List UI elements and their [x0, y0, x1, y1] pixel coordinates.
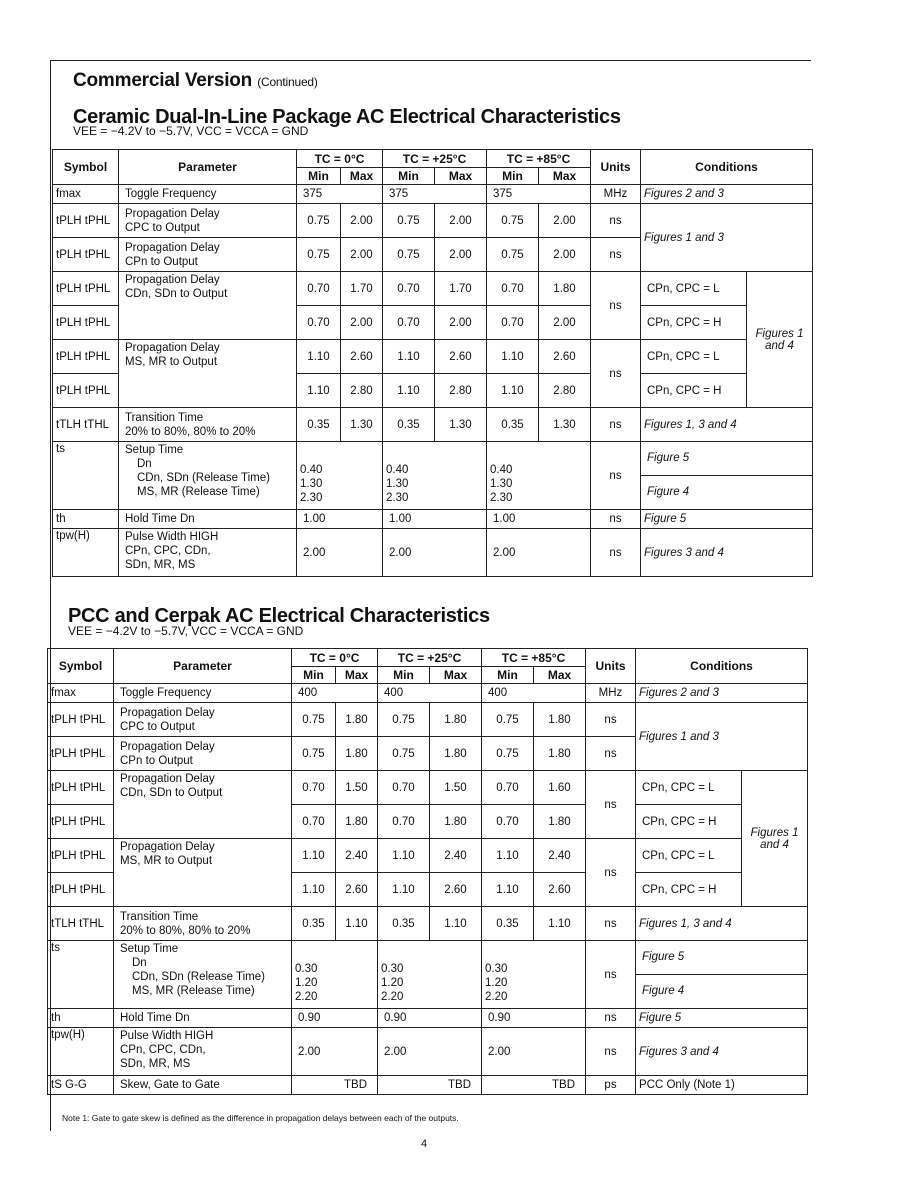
- value-cell: 0.70: [378, 771, 430, 805]
- value-cell: 2.40: [336, 839, 378, 873]
- table2: [47, 648, 808, 1095]
- parameter-cell: Pulse Width HIGH CPn, CPC, CDn, SDn, MR, MS: [114, 1028, 292, 1076]
- value-cell: 1.10: [482, 839, 534, 873]
- header-tc0: TC = 0°C: [292, 649, 378, 667]
- value-cell: 0.70: [378, 805, 430, 839]
- value-cell: 2.60: [430, 873, 482, 907]
- value-cell: 0.70: [292, 805, 336, 839]
- value-cell: 0.35: [383, 408, 435, 442]
- value-cell: 1.00: [383, 510, 487, 529]
- conditions-cell: CPn, CPC = L: [636, 771, 742, 805]
- value-cell: 1.10: [482, 873, 534, 907]
- symbol-cell: tPLH tPHL: [53, 238, 119, 272]
- conditions-cell: Figures 1, 3 and 4: [636, 907, 808, 941]
- value-cell: 0.70: [383, 306, 435, 340]
- units-cell: ns: [586, 1028, 636, 1076]
- symbol-cell: tPLH tPHL: [53, 306, 119, 340]
- value-cell: 1.10: [534, 907, 586, 941]
- value-cell: 0.40 1.30 2.30: [487, 442, 591, 510]
- conditions-cell: Figures 1 and 3: [641, 204, 813, 272]
- table-row: [53, 204, 813, 238]
- value-cell: 1.80: [430, 703, 482, 737]
- value-cell: 0.35: [378, 907, 430, 941]
- table1-conditions: VEE = −4.2V to −5.7V, VCC = VCCA = GND: [73, 124, 309, 138]
- value-cell: 1.10: [383, 340, 435, 374]
- parameter-cell: Skew, Gate to Gate: [114, 1076, 292, 1095]
- value-cell: 1.10: [383, 374, 435, 408]
- table-row: [48, 1028, 808, 1076]
- value-cell: 1.80: [534, 737, 586, 771]
- parameter-cell: Setup Time Dn CDn, SDn (Release Time) MS, MR (Release Time): [114, 941, 292, 1009]
- conditions-cell: Figure 5 Figure 4: [636, 941, 808, 1009]
- value-cell: 2.00: [297, 529, 383, 577]
- value-cell: 2.00: [435, 238, 487, 272]
- units-cell: MHz: [591, 185, 641, 204]
- conditions-cell: CPn, CPC = H: [641, 306, 747, 340]
- value-cell: 2.00: [539, 238, 591, 272]
- value-cell: 0.35: [482, 907, 534, 941]
- header-parameter: Parameter: [119, 150, 297, 185]
- value-cell: 2.80: [341, 374, 383, 408]
- value-cell: 1.10: [487, 340, 539, 374]
- table-row: [48, 771, 808, 805]
- value-cell: 1.30: [435, 408, 487, 442]
- value-cell: 1.10: [297, 374, 341, 408]
- value-cell: 1.50: [336, 771, 378, 805]
- conditions-cell: Figures 2 and 3: [641, 185, 813, 204]
- value-cell: 2.60: [341, 340, 383, 374]
- value-cell: 1.10: [292, 839, 336, 873]
- value-cell: 0.75: [297, 238, 341, 272]
- value-cell: 0.30 1.20 2.20: [378, 941, 482, 1009]
- units-cell: ns: [591, 510, 641, 529]
- symbol-cell: tPLH tPHL: [48, 839, 114, 873]
- header-parameter: Parameter: [114, 649, 292, 684]
- value-cell: 0.70: [482, 771, 534, 805]
- table1: [52, 149, 813, 577]
- value-cell: 0.40 1.30 2.30: [297, 442, 383, 510]
- units-cell: ns: [586, 703, 636, 737]
- symbol-cell: th: [53, 510, 119, 529]
- header-min: Min: [297, 168, 341, 185]
- parameter-cell: Toggle Frequency: [114, 684, 292, 703]
- parameter-cell: Hold Time Dn: [114, 1009, 292, 1028]
- value-cell: 1.80: [336, 703, 378, 737]
- units-cell: ns: [586, 941, 636, 1009]
- value-cell: 0.30 1.20 2.20: [292, 941, 378, 1009]
- conditions-cell: CPn, CPC = L: [636, 839, 742, 873]
- parameter-cell: Hold Time Dn: [119, 510, 297, 529]
- parameter-cell: Propagation Delay CDn, SDn to Output: [119, 272, 297, 340]
- symbol-cell: fmax: [48, 684, 114, 703]
- conditions-cell: Figures 1 and 4: [747, 272, 813, 408]
- value-cell: 2.60: [435, 340, 487, 374]
- table-row: [48, 941, 808, 1009]
- value-cell: 375: [383, 185, 487, 204]
- value-cell: 2.00: [341, 204, 383, 238]
- header-max: Max: [430, 667, 482, 684]
- units-cell: ns: [591, 340, 641, 408]
- value-cell: 2.00: [435, 204, 487, 238]
- header-min: Min: [378, 667, 430, 684]
- value-cell: 0.75: [292, 703, 336, 737]
- value-cell: 1.80: [539, 272, 591, 306]
- header-max: Max: [435, 168, 487, 185]
- value-cell: TBD: [482, 1076, 586, 1095]
- value-cell: 2.80: [539, 374, 591, 408]
- conditions-cell: Figures 2 and 3: [636, 684, 808, 703]
- table1-title: Ceramic Dual-In-Line Package AC Electrical Characteristics: [73, 106, 621, 128]
- value-cell: 1.70: [435, 272, 487, 306]
- symbol-cell: tS G-G: [48, 1076, 114, 1095]
- value-cell: 0.90: [482, 1009, 586, 1028]
- symbol-cell: tPLH tPHL: [48, 873, 114, 907]
- parameter-cell: Toggle Frequency: [119, 185, 297, 204]
- value-cell: 0.75: [297, 204, 341, 238]
- header-conditions: Conditions: [641, 150, 813, 185]
- units-cell: ns: [591, 442, 641, 510]
- value-cell: 0.70: [487, 272, 539, 306]
- value-cell: 1.10: [378, 873, 430, 907]
- symbol-cell: tpw(H): [48, 1028, 114, 1076]
- conditions-cell: Figures 3 and 4: [636, 1028, 808, 1076]
- header-max: Max: [539, 168, 591, 185]
- value-cell: 1.10: [336, 907, 378, 941]
- symbol-cell: tPLH tPHL: [53, 340, 119, 374]
- header-tc25: TC = +25°C: [378, 649, 482, 667]
- value-cell: 1.60: [534, 771, 586, 805]
- value-cell: 0.70: [383, 272, 435, 306]
- value-cell: 2.80: [435, 374, 487, 408]
- conditions-cell: Figure 5: [641, 510, 813, 529]
- symbol-cell: ts: [48, 941, 114, 1009]
- value-cell: 2.00: [378, 1028, 482, 1076]
- units-cell: ps: [586, 1076, 636, 1095]
- conditions-cell: Figures 1, 3 and 4: [641, 408, 813, 442]
- value-cell: 1.70: [341, 272, 383, 306]
- table-row: [48, 907, 808, 941]
- value-cell: 2.40: [534, 839, 586, 873]
- value-cell: 1.00: [487, 510, 591, 529]
- value-cell: 0.75: [487, 204, 539, 238]
- symbol-cell: th: [48, 1009, 114, 1028]
- parameter-cell: Propagation Delay CPn to Output: [119, 238, 297, 272]
- value-cell: 2.40: [430, 839, 482, 873]
- value-cell: 0.75: [383, 238, 435, 272]
- symbol-cell: tPLH tPHL: [53, 204, 119, 238]
- value-cell: 1.50: [430, 771, 482, 805]
- symbol-cell: tpw(H): [53, 529, 119, 577]
- parameter-cell: Propagation Delay CDn, SDn to Output: [114, 771, 292, 839]
- units-cell: ns: [591, 272, 641, 340]
- value-cell: 1.80: [534, 703, 586, 737]
- value-cell: 0.75: [487, 238, 539, 272]
- header-tc25: TC = +25°C: [383, 150, 487, 168]
- section-heading: Commercial Version (Continued): [73, 70, 318, 91]
- value-cell: 0.90: [378, 1009, 482, 1028]
- conditions-cell: Figures 1 and 4: [742, 771, 808, 907]
- value-cell: 2.00: [539, 306, 591, 340]
- value-cell: 0.35: [487, 408, 539, 442]
- value-cell: 2.00: [383, 529, 487, 577]
- header-symbol: Symbol: [53, 150, 119, 185]
- conditions-cell: CPn, CPC = L: [641, 272, 747, 306]
- conditions-cell: CPn, CPC = L: [641, 340, 747, 374]
- header-min: Min: [383, 168, 435, 185]
- value-cell: 0.40 1.30 2.30: [383, 442, 487, 510]
- value-cell: 1.00: [297, 510, 383, 529]
- value-cell: 1.10: [292, 873, 336, 907]
- conditions-cell: CPn, CPC = H: [641, 374, 747, 408]
- value-cell: 0.70: [292, 771, 336, 805]
- units-cell: ns: [586, 907, 636, 941]
- table-row: [48, 1076, 808, 1095]
- value-cell: 1.80: [430, 805, 482, 839]
- header-symbol: Symbol: [48, 649, 114, 684]
- parameter-cell: Propagation Delay CPC to Output: [114, 703, 292, 737]
- value-cell: 1.80: [336, 805, 378, 839]
- parameter-cell: Setup Time Dn CDn, SDn (Release Time) MS, MR (Release Time): [119, 442, 297, 510]
- value-cell: 1.10: [378, 839, 430, 873]
- value-cell: 0.35: [297, 408, 341, 442]
- conditions-cell: Figures 1 and 3: [636, 703, 808, 771]
- symbol-cell: tPLH tPHL: [53, 374, 119, 408]
- page-number: 4: [421, 1138, 428, 1150]
- value-cell: 0.75: [482, 737, 534, 771]
- value-cell: 1.80: [430, 737, 482, 771]
- value-cell: 0.75: [378, 703, 430, 737]
- value-cell: 375: [487, 185, 591, 204]
- table-row: [48, 703, 808, 737]
- table-row: [48, 1009, 808, 1028]
- symbol-cell: tTLH tTHL: [48, 907, 114, 941]
- table-row: [48, 839, 808, 873]
- value-cell: 1.10: [430, 907, 482, 941]
- conditions-cell: CPn, CPC = H: [636, 805, 742, 839]
- units-cell: MHz: [586, 684, 636, 703]
- value-cell: 0.35: [292, 907, 336, 941]
- value-cell: 1.30: [341, 408, 383, 442]
- table-row: [53, 185, 813, 204]
- value-cell: TBD: [378, 1076, 482, 1095]
- header-max: Max: [336, 667, 378, 684]
- header-units: Units: [586, 649, 636, 684]
- conditions-cell: Figure 5 Figure 4: [641, 442, 813, 510]
- value-cell: 2.60: [539, 340, 591, 374]
- symbol-cell: tPLH tPHL: [48, 805, 114, 839]
- value-cell: 0.75: [292, 737, 336, 771]
- value-cell: 2.00: [435, 306, 487, 340]
- units-cell: ns: [591, 529, 641, 577]
- header-tc85: TC = +85°C: [482, 649, 586, 667]
- header-min: Min: [482, 667, 534, 684]
- value-cell: 1.10: [297, 340, 341, 374]
- value-cell: 2.00: [539, 204, 591, 238]
- table-row: [53, 529, 813, 577]
- header-tc85: TC = +85°C: [487, 150, 591, 168]
- value-cell: 2.60: [534, 873, 586, 907]
- value-cell: 2.00: [482, 1028, 586, 1076]
- value-cell: 0.75: [482, 703, 534, 737]
- value-cell: 0.75: [383, 204, 435, 238]
- units-cell: ns: [586, 771, 636, 839]
- header-max: Max: [534, 667, 586, 684]
- table-row: [53, 272, 813, 306]
- table-row: [53, 510, 813, 529]
- parameter-cell: Pulse Width HIGH CPn, CPC, CDn, SDn, MR, MS: [119, 529, 297, 577]
- value-cell: 2.00: [487, 529, 591, 577]
- parameter-cell: Transition Time 20% to 80%, 80% to 20%: [119, 408, 297, 442]
- value-cell: 400: [482, 684, 586, 703]
- value-cell: 0.75: [378, 737, 430, 771]
- parameter-cell: Propagation Delay MS, MR to Output: [119, 340, 297, 408]
- header-conditions: Conditions: [636, 649, 808, 684]
- conditions-cell: Figures 3 and 4: [641, 529, 813, 577]
- header-min: Min: [292, 667, 336, 684]
- table2-conditions: VEE = −4.2V to −5.7V, VCC = VCCA = GND: [68, 624, 304, 638]
- symbol-cell: fmax: [53, 185, 119, 204]
- value-cell: 375: [297, 185, 383, 204]
- symbol-cell: tPLH tPHL: [53, 272, 119, 306]
- units-cell: ns: [586, 839, 636, 907]
- table2-title: PCC and Cerpak AC Electrical Characteristics: [68, 605, 490, 627]
- symbol-cell: tPLH tPHL: [48, 771, 114, 805]
- conditions-cell: PCC Only (Note 1): [636, 1076, 808, 1095]
- table-row: [53, 340, 813, 374]
- value-cell: 2.00: [341, 238, 383, 272]
- value-cell: 400: [378, 684, 482, 703]
- symbol-cell: tTLH tTHL: [53, 408, 119, 442]
- table-row: [53, 408, 813, 442]
- value-cell: 0.70: [297, 306, 341, 340]
- parameter-cell: Transition Time 20% to 80%, 80% to 20%: [114, 907, 292, 941]
- header-max: Max: [341, 168, 383, 185]
- header-min: Min: [487, 168, 539, 185]
- header-units: Units: [591, 150, 641, 185]
- value-cell: 2.00: [341, 306, 383, 340]
- conditions-cell: Figure 5: [636, 1009, 808, 1028]
- units-cell: ns: [586, 1009, 636, 1028]
- units-cell: ns: [591, 238, 641, 272]
- value-cell: 0.70: [482, 805, 534, 839]
- units-cell: ns: [586, 737, 636, 771]
- parameter-cell: Propagation Delay CPC to Output: [119, 204, 297, 238]
- value-cell: 2.60: [336, 873, 378, 907]
- symbol-cell: ts: [53, 442, 119, 510]
- table-row: [53, 442, 813, 510]
- units-cell: ns: [591, 204, 641, 238]
- value-cell: 400: [292, 684, 378, 703]
- symbol-cell: tPLH tPHL: [48, 737, 114, 771]
- symbol-cell: tPLH tPHL: [48, 703, 114, 737]
- table-row: [48, 684, 808, 703]
- parameter-cell: Propagation Delay CPn to Output: [114, 737, 292, 771]
- parameter-cell: Propagation Delay MS, MR to Output: [114, 839, 292, 907]
- conditions-cell: CPn, CPC = H: [636, 873, 742, 907]
- value-cell: 2.00: [292, 1028, 378, 1076]
- value-cell: TBD: [292, 1076, 378, 1095]
- footnote: Note 1: Gate to gate skew is defined as the difference in propagation delays between each of the outputs.: [62, 1113, 459, 1123]
- value-cell: 1.30: [539, 408, 591, 442]
- header-tc0: TC = 0°C: [297, 150, 383, 168]
- units-cell: ns: [591, 408, 641, 442]
- value-cell: 1.80: [534, 805, 586, 839]
- value-cell: 0.70: [297, 272, 341, 306]
- value-cell: 0.90: [292, 1009, 378, 1028]
- value-cell: 0.30 1.20 2.20: [482, 941, 586, 1009]
- value-cell: 0.70: [487, 306, 539, 340]
- value-cell: 1.80: [336, 737, 378, 771]
- value-cell: 1.10: [487, 374, 539, 408]
